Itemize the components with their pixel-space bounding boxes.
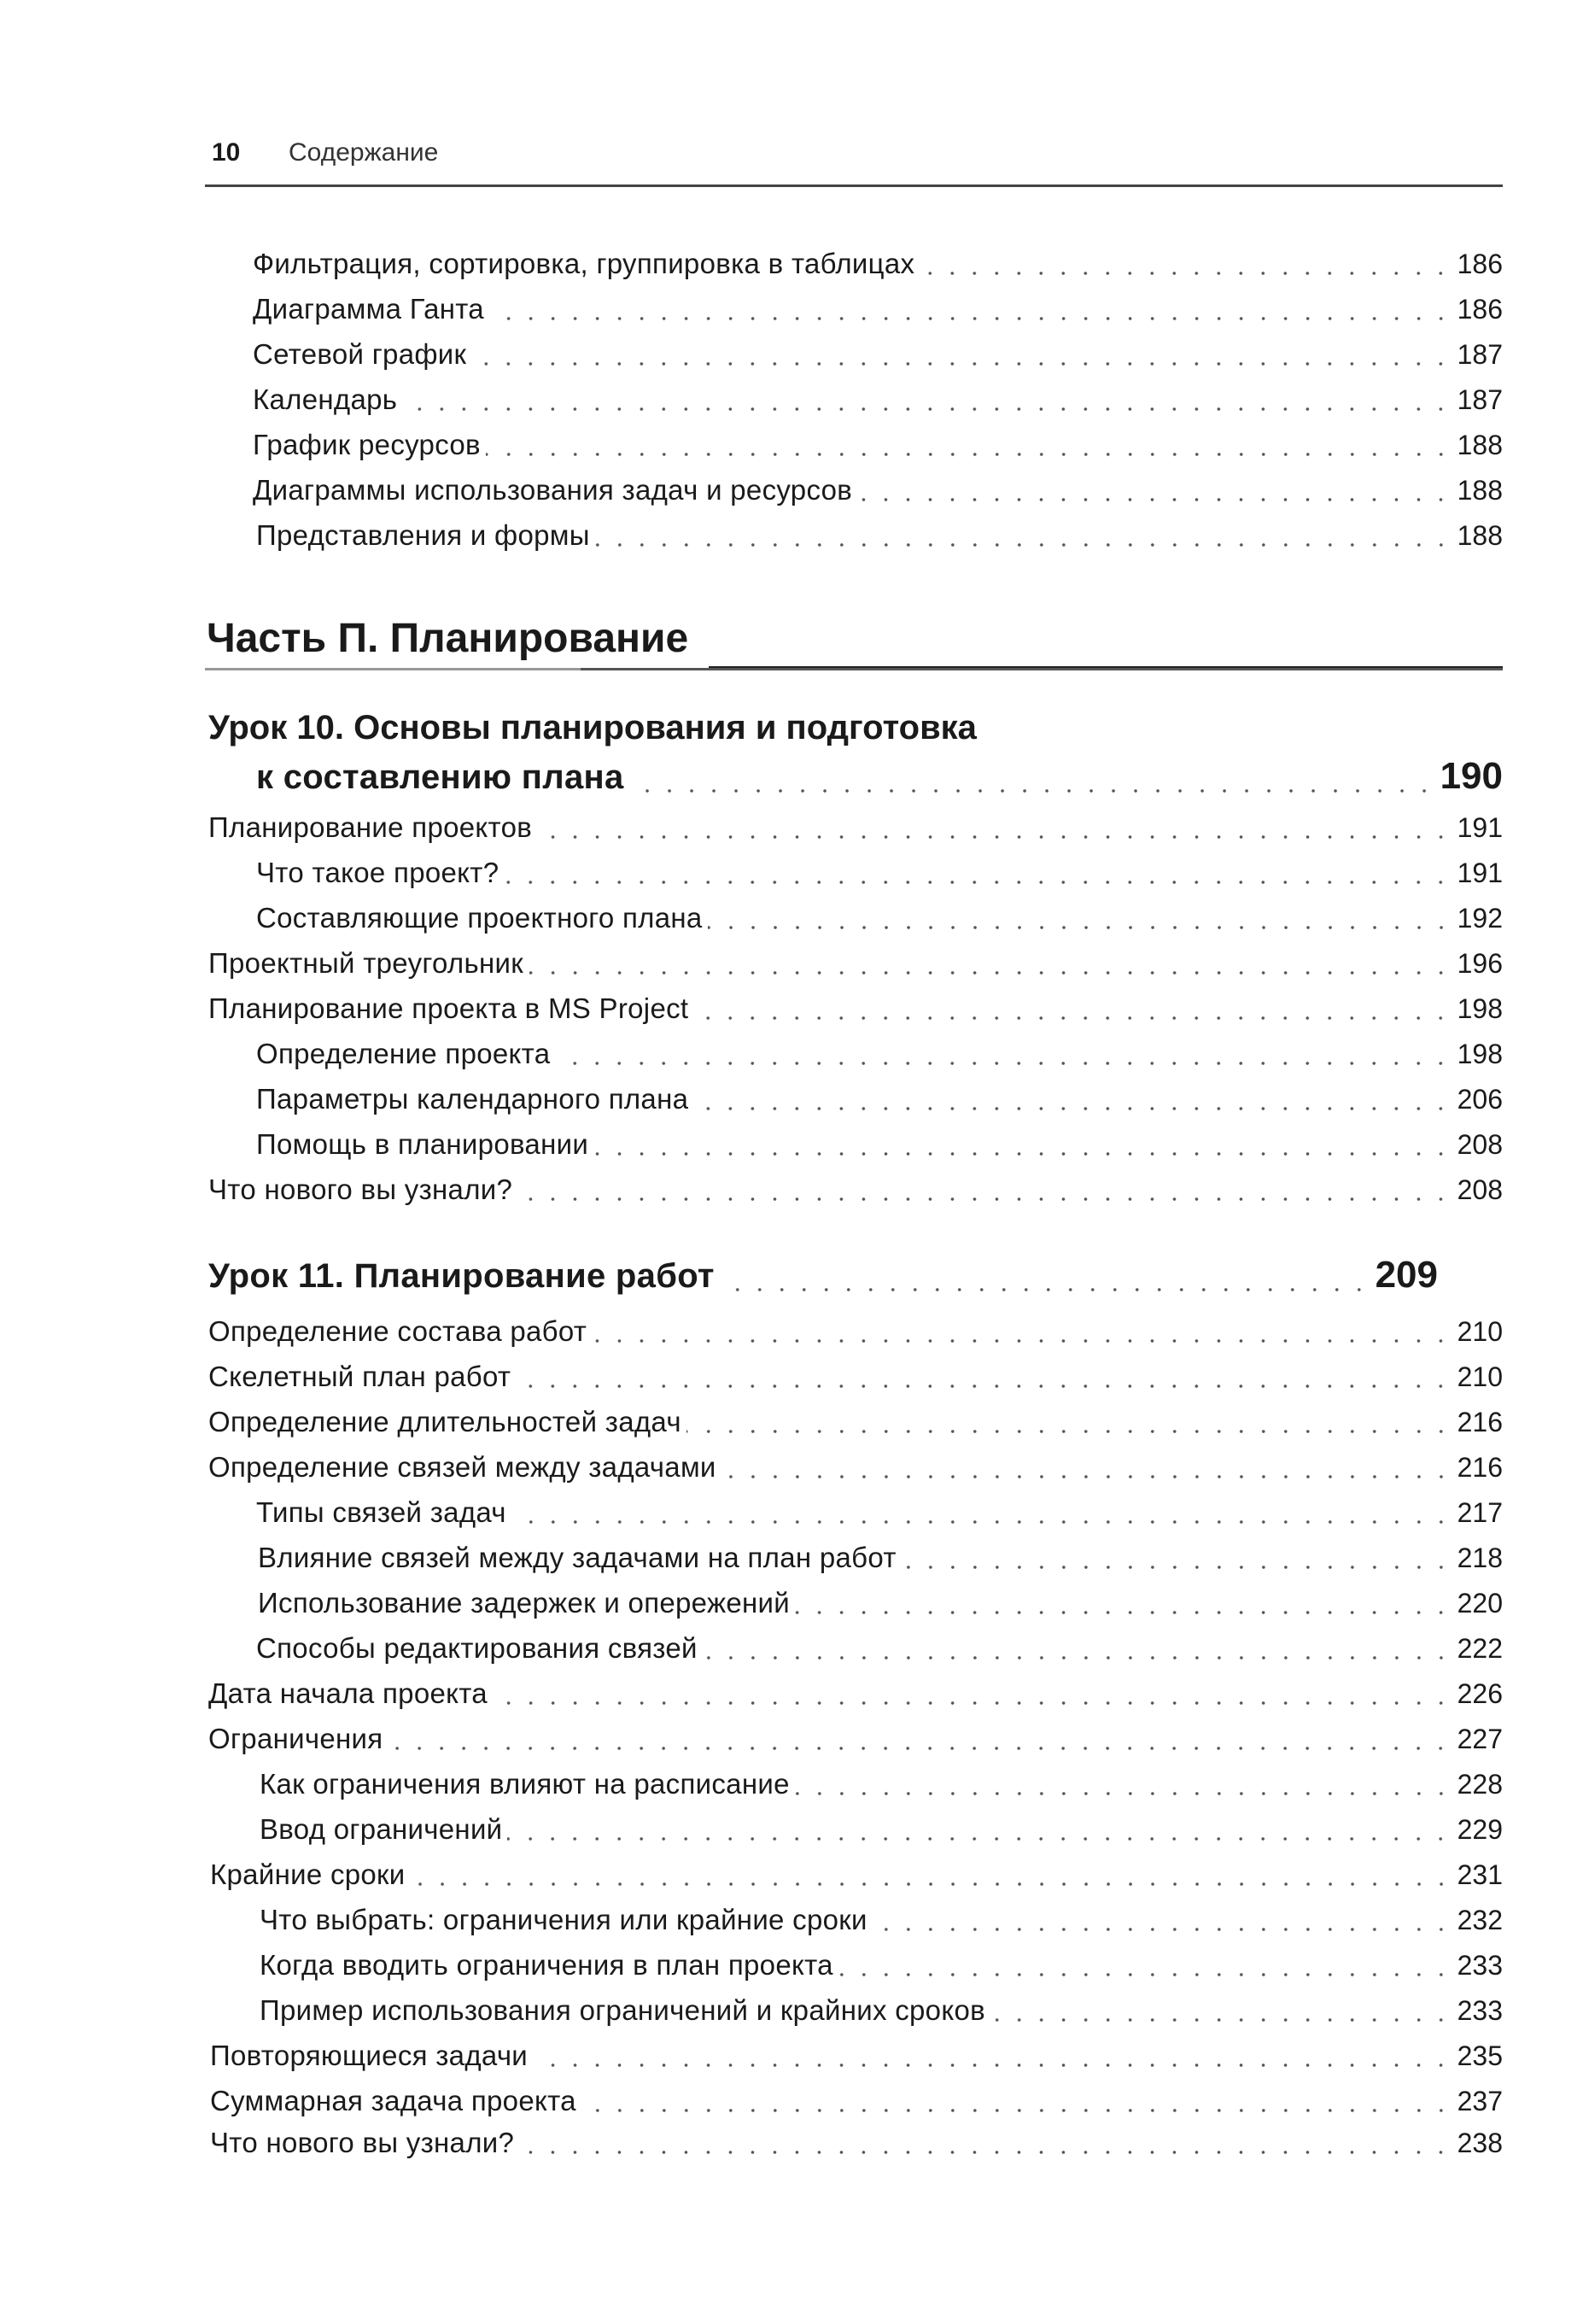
toc-entry[interactable] <box>210 2040 1503 2077</box>
toc-entry-label: Что такое проект? <box>256 857 499 888</box>
dot-leader <box>703 1654 1452 1661</box>
dot-leader <box>721 1473 1452 1480</box>
toc-entry-label: Суммарная задача проекта <box>210 2085 576 2116</box>
running-head <box>205 133 1503 187</box>
toc-entry-label: Составляющие проектного плана <box>256 902 703 934</box>
dot-leader <box>471 360 1452 367</box>
toc-entry-page: 208 <box>1457 1174 1503 1205</box>
toc-entry[interactable] <box>253 293 1503 331</box>
toc-entry-page: 196 <box>1457 948 1503 979</box>
toc-entry-page: 186 <box>1457 294 1503 325</box>
toc-entry-page: 216 <box>1457 1407 1503 1437</box>
toc-entry-label: Что нового вы узнали? <box>208 1174 513 1205</box>
toc-entry-label: Ввод ограничений <box>260 1813 503 1845</box>
toc-entry-page: 191 <box>1457 812 1503 843</box>
toc-entry-page: 187 <box>1457 384 1503 415</box>
toc-entry-label: Повторяющиеся задачи <box>210 2040 529 2071</box>
dot-leader <box>507 1835 1452 1842</box>
toc-entry[interactable] <box>208 1406 1503 1443</box>
dot-leader <box>516 1383 1452 1390</box>
toc-entry-label: Ограничения <box>208 1723 383 1754</box>
toc-entry-label: Что выбрать: ограничения или крайние сроки <box>260 1904 867 1935</box>
dot-leader <box>489 315 1452 322</box>
lesson-11-entry[interactable] <box>208 1254 1438 1302</box>
toc-entry-page: 237 <box>1457 2086 1503 2116</box>
toc-entry[interactable] <box>256 1038 1503 1075</box>
lesson-10-page: 190 <box>1440 755 1503 797</box>
toc-entry-label: Проектный треугольник <box>208 947 523 979</box>
toc-entry-label: Типы связей задач <box>256 1496 506 1528</box>
dot-leader <box>795 1790 1452 1797</box>
toc-entry-label: Пример использования ограничений и крайних сроков <box>260 1994 985 2026</box>
toc-entry-label: Определение состава работ <box>208 1315 587 1347</box>
toc-entry-label: Диаграмма Ганта <box>253 293 484 325</box>
lesson-11-page: 209 <box>1375 1254 1438 1296</box>
dot-leader <box>720 1286 1370 1293</box>
running-head-title: Содержание <box>289 138 439 167</box>
dot-leader <box>402 406 1452 413</box>
toc-entry[interactable] <box>256 857 1503 894</box>
dot-leader <box>486 451 1452 458</box>
dot-leader <box>902 1564 1452 1571</box>
toc-entry-label: Что нового вы узнали? <box>210 2127 515 2158</box>
part-heading <box>205 608 1503 670</box>
toc-entry[interactable] <box>208 811 1503 849</box>
toc-entry-label: Определение проекта <box>256 1038 551 1069</box>
dot-leader <box>555 1060 1452 1067</box>
toc-entry[interactable] <box>260 1949 1503 1987</box>
toc-entry-label: Скелетный план работ <box>208 1361 511 1392</box>
toc-entry-label: Помощь в планировании <box>256 1128 589 1160</box>
toc-entry[interactable] <box>253 474 1503 512</box>
toc-entry[interactable] <box>208 1174 1503 1211</box>
toc-entry-page: 191 <box>1457 858 1503 888</box>
toc-entry-page: 226 <box>1457 1678 1503 1709</box>
toc-entry-label: Диаграммы использования задач и ресурсов <box>253 474 853 506</box>
dot-leader <box>581 2107 1452 2114</box>
toc-entry-label: Как ограничения влияют на расписание <box>260 1768 790 1800</box>
toc-entry-page: 235 <box>1457 2040 1503 2071</box>
toc-entry[interactable] <box>253 248 1503 285</box>
toc-entry[interactable] <box>208 947 1503 985</box>
toc-entry-label: Использование задержек и опережений <box>258 1587 790 1619</box>
toc-entry-page: 218 <box>1457 1543 1503 1573</box>
toc-entry-label: Крайние сроки <box>210 1859 406 1890</box>
toc-entry[interactable] <box>256 902 1503 940</box>
toc-entry-label: Определение длительностей задач <box>208 1406 681 1437</box>
dot-leader <box>990 2017 1452 2023</box>
toc-entry[interactable] <box>256 1632 1503 1670</box>
dot-leader <box>920 270 1452 277</box>
dot-leader <box>411 1881 1452 1888</box>
toc-entry-page: 206 <box>1457 1084 1503 1115</box>
dot-leader <box>593 1150 1452 1157</box>
toc-entry-label: Параметры календарного плана <box>256 1083 689 1115</box>
toc-entry[interactable] <box>208 1315 1503 1353</box>
toc-entry-label: График ресурсов <box>253 429 481 460</box>
toc-entry-page: 192 <box>1457 903 1503 934</box>
toc-entry-label: Планирование проекта в MS Project <box>208 992 689 1024</box>
lesson-10-title-line2: к составлению плана <box>256 758 624 796</box>
toc-entry-page: 220 <box>1457 1588 1503 1619</box>
toc-entry-page: 208 <box>1457 1129 1503 1160</box>
toc-entry[interactable] <box>210 2127 1503 2164</box>
toc-entry[interactable] <box>208 992 1503 1030</box>
dot-leader <box>873 1926 1452 1933</box>
toc-entry-page: 233 <box>1457 1950 1503 1981</box>
toc-entry-page: 188 <box>1457 520 1503 551</box>
toc-entry[interactable] <box>208 1361 1503 1398</box>
toc-entry-page: 188 <box>1457 475 1503 506</box>
toc-entry-page: 238 <box>1457 2128 1503 2158</box>
toc-entry-page: 188 <box>1457 430 1503 460</box>
toc-entry[interactable] <box>210 2085 1503 2122</box>
toc-entry-page: 227 <box>1457 1724 1503 1754</box>
toc-entry-label: Календарь <box>253 383 398 415</box>
toc-entry-page: 232 <box>1457 1905 1503 1935</box>
toc-entry[interactable] <box>258 1542 1503 1579</box>
toc-entry[interactable] <box>256 1128 1503 1166</box>
lesson-11-title: Урок 11. Планирование работ <box>208 1257 715 1295</box>
toc-entry[interactable] <box>253 338 1503 376</box>
toc-entry[interactable] <box>210 1859 1503 1896</box>
part-underline <box>205 668 581 670</box>
toc-entry-page: 229 <box>1457 1814 1503 1845</box>
toc-entry-label: Сетевой график <box>253 338 467 370</box>
dot-leader <box>517 1196 1452 1203</box>
toc-entry-page: 217 <box>1457 1497 1503 1528</box>
toc-entry-page: 187 <box>1457 339 1503 370</box>
lesson-10-title: Урок 10. Основы планирования и подготовка <box>208 709 977 746</box>
toc-entry-page: 210 <box>1457 1316 1503 1347</box>
dot-leader <box>511 1519 1452 1525</box>
toc-entry-page: 198 <box>1457 993 1503 1024</box>
dot-leader <box>537 834 1452 840</box>
toc-entry-label: Определение связей между задачами <box>208 1451 716 1483</box>
toc-entry[interactable] <box>208 1677 1503 1715</box>
dot-leader <box>857 496 1452 503</box>
toc-entry-label: Фильтрация, сортировка, группировка в таблицах <box>253 248 915 279</box>
toc-entry-page: 216 <box>1457 1452 1503 1483</box>
toc-entry-page: 228 <box>1457 1769 1503 1800</box>
dot-leader <box>595 541 1452 548</box>
lesson-10-entry[interactable] <box>256 755 1503 803</box>
toc-entry-page: 222 <box>1457 1633 1503 1664</box>
dot-leader <box>533 2062 1452 2069</box>
dot-leader <box>529 969 1452 976</box>
toc-entry-page: 231 <box>1457 1859 1503 1890</box>
dot-leader <box>388 1745 1452 1752</box>
toc-entry-label: Планирование проектов <box>208 811 533 843</box>
toc-entry-page: 198 <box>1457 1039 1503 1069</box>
toc-entry[interactable] <box>256 1083 1503 1121</box>
toc-entry-page: 233 <box>1457 1995 1503 2026</box>
dot-leader <box>519 2149 1452 2156</box>
toc-entry[interactable] <box>256 519 1503 557</box>
part-heading-rule <box>709 666 1503 668</box>
toc-entry[interactable] <box>260 1768 1503 1806</box>
toc-entry[interactable] <box>260 1904 1503 1941</box>
toc-entry-label: Способы редактирования связей <box>256 1632 698 1664</box>
dot-leader <box>693 1105 1452 1112</box>
part-title: Часть П. Планирование <box>207 615 693 662</box>
toc-entry[interactable] <box>256 1496 1503 1534</box>
toc-entry[interactable] <box>260 1813 1503 1851</box>
toc-entry[interactable] <box>258 1587 1503 1624</box>
dot-leader <box>592 1338 1452 1344</box>
toc-entry[interactable] <box>208 1451 1503 1489</box>
toc-entry-page: 210 <box>1457 1361 1503 1392</box>
toc-entry[interactable] <box>253 383 1503 421</box>
dot-leader <box>708 924 1452 931</box>
dot-leader <box>504 879 1452 886</box>
page-number: 10 <box>212 138 241 167</box>
toc-entry[interactable] <box>260 1994 1503 2032</box>
dot-leader <box>838 1971 1452 1978</box>
toc-entry-label: Когда вводить ограничения в план проекта <box>260 1949 833 1981</box>
toc-entry-label: Влияние связей между задачами на план работ <box>258 1542 897 1573</box>
toc-entry-label: Представления и формы <box>256 519 590 551</box>
dot-leader <box>493 1700 1452 1706</box>
dot-leader <box>686 1428 1452 1435</box>
toc-entry-label: Дата начала проекта <box>208 1677 488 1709</box>
toc-entry[interactable] <box>208 1723 1503 1760</box>
dot-leader <box>795 1609 1452 1616</box>
toc-entry-page: 186 <box>1457 249 1503 279</box>
dot-leader <box>629 787 1435 794</box>
dot-leader <box>693 1015 1452 1022</box>
toc-entry[interactable] <box>253 429 1503 466</box>
